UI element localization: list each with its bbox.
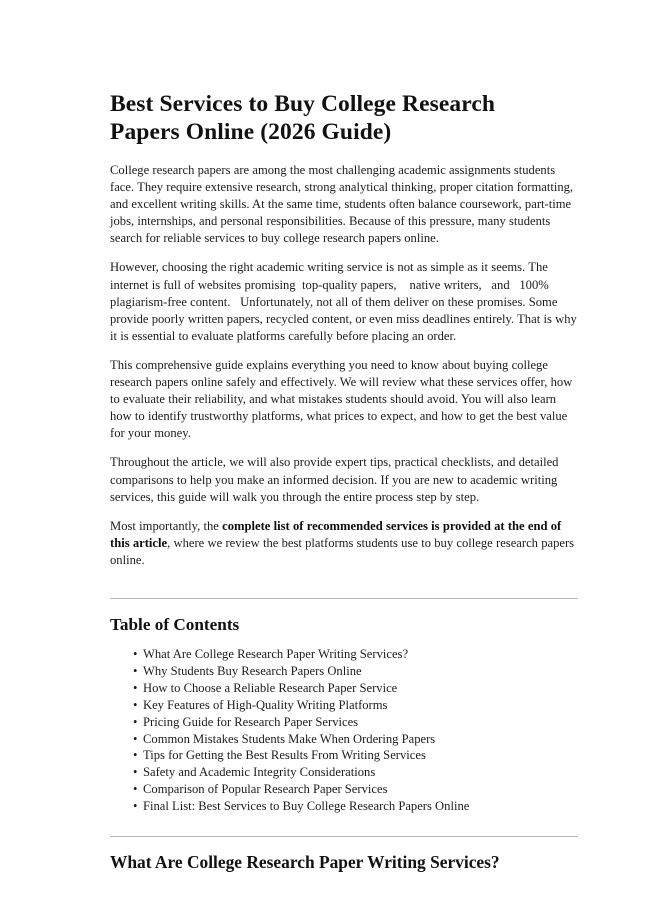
closing-lead-text: Most importantly, the [110,518,223,533]
list-item[interactable] [133,747,578,764]
next-section-heading: What Are College Research Paper Writing Services? [110,852,500,873]
list-item[interactable] [133,697,578,714]
page-title: Best Services to Buy College Research Papers Online (2026 Guide) [110,91,496,145]
closing-bold-emphasis: complete list of recommended services is provided at the end of this article [110,518,565,550]
list-item[interactable] [133,798,578,815]
toc-item-label: Pricing Guide for Research Paper Services [143,714,359,729]
bullet-icon: • [133,663,138,678]
table-of-contents-heading: Table of Contents [110,614,240,634]
toc-item-label: Comparison of Popular Research Paper Services [143,782,388,797]
table-of-contents-list [110,646,578,815]
bullet-icon: • [133,714,138,729]
toc-item-label: Key Features of High-Quality Writing Platforms [143,697,388,712]
toc-item-label: Tips for Getting the Best Results From Writing Services [143,748,426,763]
paragraph-guide-overview: This comprehensive guide explains everything you need to know about buying college research papers online safely and effectively. We will review what these services offer, how to evaluate their reliability, and what mistakes students should avoid. You will also learn how to identify trustworthy platforms, what prices to expect, and how to get the best value for your money. [110,357,576,441]
rule-spacer-above-toc [110,581,578,598]
list-item[interactable] [133,731,578,748]
document-content [110,90,581,874]
bullet-icon: • [133,748,138,763]
toc-item-label: What Are College Research Paper Writing Services? [143,646,409,661]
toc-item-label: Safety and Academic Integrity Considerations [143,765,376,780]
list-item[interactable] [133,663,578,680]
paragraph-throughout: Throughout the article, we will also provide expert tips, practical checklists, and detailed comparisons to help you make an informed decision. If you are new to academic writing services, this guide will walk you through the entire process step by step. [110,455,562,504]
bullet-icon: • [133,697,138,712]
list-item[interactable] [133,764,578,781]
bullet-icon: • [133,731,138,746]
bullet-icon: • [133,782,138,797]
list-item[interactable] [133,680,578,697]
table-of-contents [110,614,578,815]
toc-item-label: Final List: Best Services to Buy College Research Papers Online [143,799,470,814]
paragraph-closing [110,518,578,569]
list-item[interactable] [133,646,578,663]
rule-spacer-above-next-section [110,815,578,836]
toc-item-label: Common Mistakes Students Make When Ordering Papers [143,731,436,746]
toc-item-label: Why Students Buy Research Papers Online [143,663,362,678]
list-item[interactable] [133,714,578,731]
toc-item-label: How to Choose a Reliable Research Paper Service [143,680,398,695]
bullet-icon: • [133,765,138,780]
rule-spacer-below-toc-divider [110,599,578,614]
paragraph-choosing: However, choosing the right academic writing service is not as simple as it seems. The internet is full of websites promising top-quality papers, native writers, and 100% plagiarism-free content. Unfortunately, not all of them deliver on these promises. Some provide poorly written papers, recycled content, or even miss deadlines entirely. That is why it is essential to evaluate platforms carefully before placing an order. [110,260,581,343]
paragraph-intro: College research papers are among the most challenging academic assignments students face. They require extensive research, strong analytical thinking, proper citation formatting, and excellent writing skills. At the same time, students often balance coursework, part-time jobs, internships, and personal responsibilities. Because of this pressure, many students search for reliable services to buy college research papers online. [110,163,577,246]
closing-tail-text: , where we review the best platforms students use to buy college research papers online. [110,535,578,567]
bullet-icon: • [133,680,138,695]
bullet-icon: • [133,799,138,814]
bullet-icon: • [133,646,138,661]
list-item[interactable] [133,781,578,798]
